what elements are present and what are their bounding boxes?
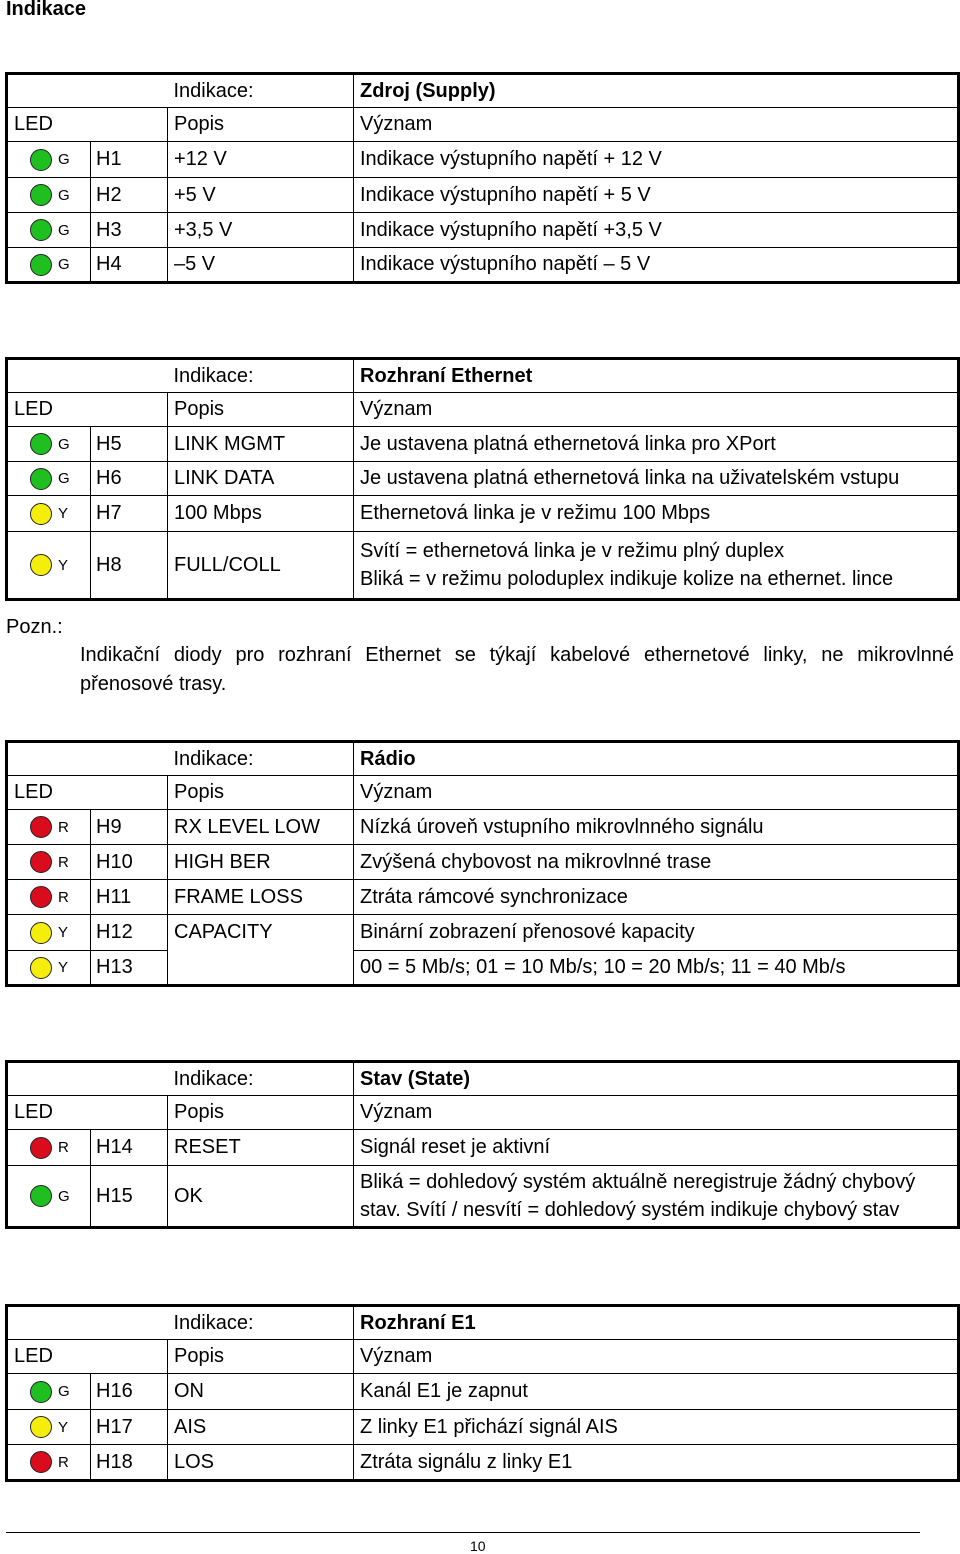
meaning-line: Indikace výstupního napětí + 12 V bbox=[360, 148, 662, 170]
table-row bbox=[7, 1374, 959, 1410]
section-title: Stav (State) bbox=[354, 1062, 959, 1096]
led-meaning bbox=[354, 951, 959, 986]
section-title: Rádio bbox=[354, 742, 959, 776]
empty-cell bbox=[7, 742, 168, 776]
table-row bbox=[7, 810, 959, 845]
meaning-line: Ethernetová linka je v režimu 100 Mbps bbox=[360, 502, 711, 524]
led-indicator bbox=[7, 951, 91, 986]
meaning-line: Nízká úroveň vstupního mikrovlnného signálu bbox=[360, 815, 764, 838]
table-row bbox=[7, 845, 959, 880]
table-row bbox=[7, 142, 959, 178]
led-color-code: Y bbox=[58, 505, 69, 523]
led-dot-icon bbox=[30, 1137, 52, 1159]
led-color-code: G bbox=[58, 1383, 70, 1401]
indication-label: Indikace: bbox=[168, 1062, 354, 1096]
led-meaning bbox=[354, 496, 959, 532]
header-led: LED bbox=[7, 1340, 168, 1374]
led-meaning bbox=[354, 810, 959, 845]
meaning-line: 00 = 5 Mb/s; 01 = 10 Mb/s; 10 = 20 Mb/s; 11 = 40 Mb/s bbox=[360, 956, 846, 978]
led-meaning bbox=[354, 915, 959, 951]
table-row bbox=[7, 880, 959, 915]
footer-divider bbox=[6, 1532, 920, 1533]
led-color-code: R bbox=[58, 853, 69, 871]
table-row bbox=[7, 462, 959, 496]
section-title: Rozhraní Ethernet bbox=[354, 359, 959, 393]
meaning-line: Binární zobrazení přenosové kapacity bbox=[360, 921, 695, 943]
table-row bbox=[7, 1445, 959, 1481]
led-code: H18 bbox=[91, 1445, 168, 1481]
led-indicator bbox=[7, 462, 91, 496]
header-led: LED bbox=[7, 108, 168, 142]
led-meaning bbox=[354, 1410, 959, 1445]
led-indicator bbox=[7, 213, 91, 248]
meaning-line: stav. Svítí / nesvítí = dohledový systém indikuje chybový stav bbox=[360, 1199, 900, 1221]
header-meaning: Význam bbox=[354, 1340, 959, 1374]
led-description: –5 V bbox=[168, 248, 354, 283]
header-desc: Popis bbox=[168, 1096, 354, 1130]
led-table bbox=[5, 1060, 960, 1229]
table-row bbox=[7, 496, 959, 532]
led-dot-icon bbox=[30, 957, 52, 979]
led-indicator bbox=[7, 1374, 91, 1410]
led-indicator bbox=[7, 427, 91, 462]
led-color-code: G bbox=[58, 256, 70, 274]
empty-cell bbox=[7, 1062, 168, 1096]
led-description: ON bbox=[168, 1374, 354, 1410]
table-row bbox=[7, 178, 959, 213]
led-description: LINK DATA bbox=[168, 462, 354, 496]
led-indicator bbox=[7, 532, 91, 600]
led-color-code: G bbox=[58, 151, 70, 169]
led-description: 100 Mbps bbox=[168, 496, 354, 532]
led-description: CAPACITY bbox=[168, 915, 354, 986]
led-description: HIGH BER bbox=[168, 845, 354, 880]
led-dot-icon bbox=[30, 1185, 52, 1207]
led-description: +5 V bbox=[168, 178, 354, 213]
header-led: LED bbox=[7, 393, 168, 427]
led-meaning bbox=[354, 178, 959, 213]
led-description: LOS bbox=[168, 1445, 354, 1481]
led-dot-icon bbox=[30, 886, 52, 908]
led-code: H5 bbox=[91, 427, 168, 462]
header-desc: Popis bbox=[168, 776, 354, 810]
led-code: H12 bbox=[91, 915, 168, 951]
led-code: H4 bbox=[91, 248, 168, 283]
led-dot-icon bbox=[30, 184, 52, 206]
led-indicator bbox=[7, 142, 91, 178]
led-code: H3 bbox=[91, 213, 168, 248]
led-code: H15 bbox=[91, 1166, 168, 1228]
led-description: OK bbox=[168, 1166, 354, 1228]
led-code: H16 bbox=[91, 1374, 168, 1410]
page-title: Indikace bbox=[6, 0, 87, 20]
empty-cell bbox=[7, 359, 168, 393]
led-meaning bbox=[354, 1130, 959, 1166]
meaning-line: Z linky E1 přichází signál AIS bbox=[360, 1415, 618, 1438]
section-title: Zdroj (Supply) bbox=[354, 74, 959, 108]
indication-label: Indikace: bbox=[168, 742, 354, 776]
note-text: Indikační diody pro rozhraní Ethernet se týkají kabelové ethernetové linky, ne mikrovlnné přenosové trasy. bbox=[80, 644, 954, 695]
table-row bbox=[7, 1130, 959, 1166]
table-row bbox=[7, 1410, 959, 1445]
section-title: Rozhraní E1 bbox=[354, 1306, 959, 1340]
led-dot-icon bbox=[30, 503, 52, 525]
led-dot-icon bbox=[30, 816, 52, 838]
led-dot-icon bbox=[30, 219, 52, 241]
header-led: LED bbox=[7, 1096, 168, 1130]
led-color-code: G bbox=[58, 186, 70, 204]
led-color-code: G bbox=[58, 470, 70, 488]
led-indicator bbox=[7, 810, 91, 845]
led-table bbox=[5, 72, 960, 284]
led-indicator bbox=[7, 880, 91, 915]
led-color-code: R bbox=[58, 818, 69, 836]
meaning-line: Bliká = v režimu poloduplex indikuje kolize na ethernet. lince bbox=[360, 568, 894, 590]
led-indicator bbox=[7, 248, 91, 283]
led-code: H11 bbox=[91, 880, 168, 915]
led-dot-icon bbox=[30, 1451, 52, 1473]
led-meaning bbox=[354, 213, 959, 248]
led-description: +3,5 V bbox=[168, 213, 354, 248]
table-row bbox=[7, 213, 959, 248]
header-desc: Popis bbox=[168, 393, 354, 427]
led-color-code: R bbox=[58, 1139, 69, 1157]
led-color-code: Y bbox=[58, 1418, 69, 1436]
led-dot-icon bbox=[30, 922, 52, 944]
meaning-line: Indikace výstupního napětí +3,5 V bbox=[360, 218, 662, 241]
header-meaning: Význam bbox=[354, 108, 959, 142]
meaning-line: Indikace výstupního napětí + 5 V bbox=[360, 183, 651, 206]
header-led: LED bbox=[7, 776, 168, 810]
led-description: LINK MGMT bbox=[168, 427, 354, 462]
led-meaning bbox=[354, 1374, 959, 1410]
led-color-code: Y bbox=[58, 924, 69, 942]
led-description: +12 V bbox=[168, 142, 354, 178]
empty-cell bbox=[7, 74, 168, 108]
led-code: H8 bbox=[91, 532, 168, 600]
led-dot-icon bbox=[30, 468, 52, 490]
meaning-line: Kanál E1 je zapnut bbox=[360, 1380, 528, 1402]
led-color-code: Y bbox=[58, 556, 69, 574]
led-description: RX LEVEL LOW bbox=[168, 810, 354, 845]
meaning-line: Ztráta signálu z linky E1 bbox=[360, 1450, 573, 1473]
table-row bbox=[7, 532, 959, 600]
led-meaning bbox=[354, 248, 959, 283]
meaning-line: Je ustavena platná ethernetová linka pro XPort bbox=[360, 432, 776, 455]
led-meaning bbox=[354, 142, 959, 178]
led-table bbox=[5, 740, 960, 987]
led-table bbox=[5, 1304, 960, 1482]
led-meaning bbox=[354, 427, 959, 462]
led-indicator bbox=[7, 1166, 91, 1228]
led-color-code: Y bbox=[58, 959, 69, 977]
led-code: H10 bbox=[91, 845, 168, 880]
led-indicator bbox=[7, 915, 91, 951]
led-dot-icon bbox=[30, 1381, 52, 1403]
led-meaning bbox=[354, 532, 959, 600]
led-code: H6 bbox=[91, 462, 168, 496]
led-dot-icon bbox=[30, 554, 52, 576]
meaning-line: Indikace výstupního napětí – 5 V bbox=[360, 253, 651, 275]
led-color-code: R bbox=[58, 1453, 69, 1471]
led-meaning bbox=[354, 1166, 959, 1228]
led-dot-icon bbox=[30, 1416, 52, 1438]
led-code: H7 bbox=[91, 496, 168, 532]
led-code: H9 bbox=[91, 810, 168, 845]
indication-label: Indikace: bbox=[168, 359, 354, 393]
led-dot-icon bbox=[30, 851, 52, 873]
led-description: FULL/COLL bbox=[168, 532, 354, 600]
led-meaning bbox=[354, 880, 959, 915]
led-indicator bbox=[7, 496, 91, 532]
led-code: H1 bbox=[91, 142, 168, 178]
led-meaning bbox=[354, 1445, 959, 1481]
led-indicator bbox=[7, 178, 91, 213]
led-description: AIS bbox=[168, 1410, 354, 1445]
meaning-line: Zvýšená chybovost na mikrovlnné trase bbox=[360, 850, 712, 873]
led-color-code: R bbox=[58, 888, 69, 906]
led-dot-icon bbox=[30, 433, 52, 455]
led-code: H17 bbox=[91, 1410, 168, 1445]
indication-label: Indikace: bbox=[168, 74, 354, 108]
note-label: Pozn.: bbox=[6, 616, 63, 638]
led-dot-icon bbox=[30, 149, 52, 171]
led-meaning bbox=[354, 845, 959, 880]
led-color-code: G bbox=[58, 1187, 70, 1205]
meaning-line: Ztráta rámcové synchronizace bbox=[360, 885, 628, 908]
led-table bbox=[5, 357, 960, 601]
led-indicator bbox=[7, 1445, 91, 1481]
table-row bbox=[7, 951, 959, 986]
table-row bbox=[7, 1166, 959, 1228]
table-row bbox=[7, 915, 959, 951]
led-indicator bbox=[7, 845, 91, 880]
led-code: H13 bbox=[91, 951, 168, 986]
meaning-line: Je ustavena platná ethernetová linka na uživatelském vstupu bbox=[360, 467, 900, 489]
page-number: 10 bbox=[470, 1538, 486, 1554]
led-description: FRAME LOSS bbox=[168, 880, 354, 915]
led-meaning bbox=[354, 462, 959, 496]
led-indicator bbox=[7, 1410, 91, 1445]
led-indicator bbox=[7, 1130, 91, 1166]
meaning-line: Signál reset je aktivní bbox=[360, 1136, 551, 1158]
led-color-code: G bbox=[58, 435, 70, 453]
led-dot-icon bbox=[30, 254, 52, 276]
header-desc: Popis bbox=[168, 108, 354, 142]
header-meaning: Význam bbox=[354, 1096, 959, 1130]
led-code: H2 bbox=[91, 178, 168, 213]
header-desc: Popis bbox=[168, 1340, 354, 1374]
led-code: H14 bbox=[91, 1130, 168, 1166]
header-meaning: Význam bbox=[354, 393, 959, 427]
empty-cell bbox=[7, 1306, 168, 1340]
table-row bbox=[7, 248, 959, 283]
header-meaning: Význam bbox=[354, 776, 959, 810]
led-description: RESET bbox=[168, 1130, 354, 1166]
meaning-line: Bliká = dohledový systém aktuálně neregistruje žádný chybový bbox=[360, 1171, 916, 1193]
led-color-code: G bbox=[58, 221, 70, 239]
meaning-line: Svítí = ethernetová linka je v režimu plný duplex bbox=[360, 540, 785, 562]
indication-label: Indikace: bbox=[168, 1306, 354, 1340]
table-row bbox=[7, 427, 959, 462]
